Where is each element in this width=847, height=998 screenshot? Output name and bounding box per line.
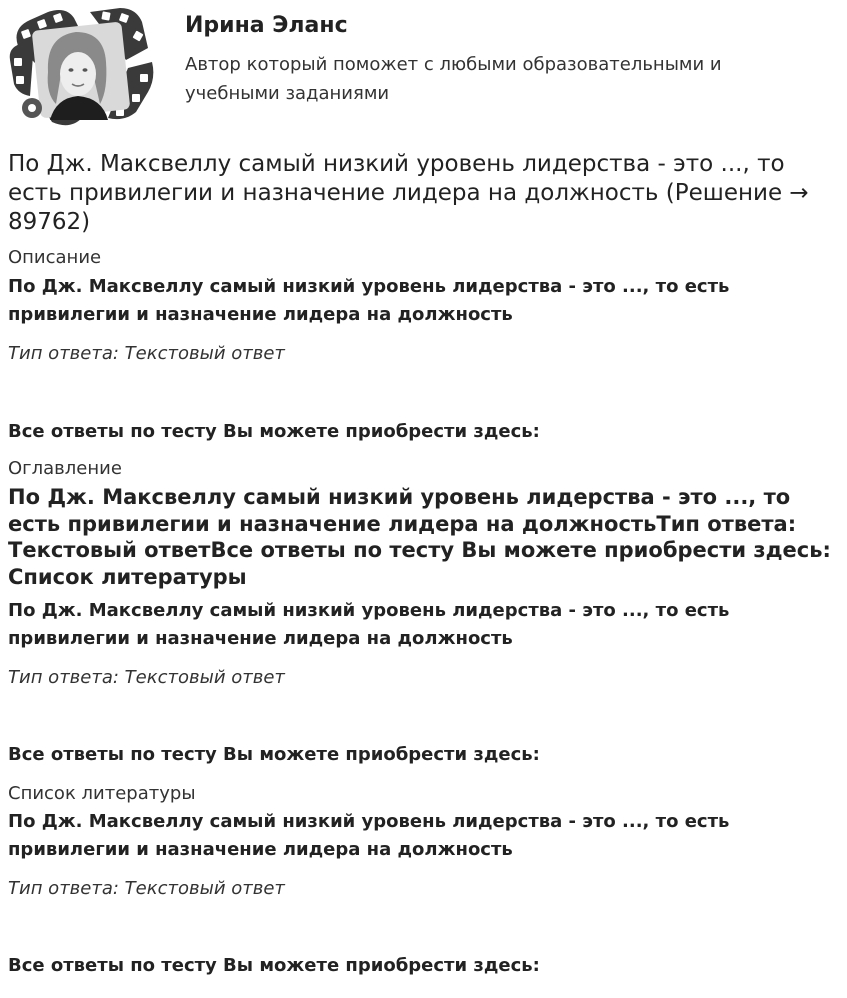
toc-heading: По Дж. Максвеллу самый низкий уровень лидерства - это ..., то есть привилегии и назначение лидера на должностьТип ответа: Текстовый ответВсе ответы по тесту Вы можете приобрести здесь: Список литературы xyxy=(8,485,831,589)
section-label-description: Описание xyxy=(8,247,102,268)
page-title: По Дж. Максвеллу самый низкий уровень лидерства - это ..., то есть привилегии и назначение лидера на должность (Решение → 89762) xyxy=(8,151,809,235)
buy-answers-text: Все ответы по тесту Вы можете приобрести здесь: xyxy=(8,744,540,765)
author-card xyxy=(8,8,838,128)
question-text: По Дж. Максвеллу самый низкий уровень лидерства - это ..., то есть привилегии и назначение лидера на должность xyxy=(8,600,730,649)
author-name[interactable]: Ирина Эланс xyxy=(185,13,348,38)
section-label-literature: Список литературы xyxy=(8,783,196,804)
buy-answers-text: Все ответы по тесту Вы можете приобрести здесь: xyxy=(8,955,540,976)
author-avatar-icon xyxy=(8,8,154,126)
buy-answers-text: Все ответы по тесту Вы можете приобрести здесь: xyxy=(8,421,540,442)
answer-type-text: Тип ответа: Текстовый ответ xyxy=(8,343,285,364)
author-description: Автор который поможет с любыми образовательными и учебными заданиями xyxy=(185,54,722,104)
question-text: По Дж. Максвеллу самый низкий уровень лидерства - это ..., то есть привилегии и назначение лидера на должность xyxy=(8,276,730,325)
section-label-toc: Оглавление xyxy=(8,458,122,479)
answer-type-text: Тип ответа: Текстовый ответ xyxy=(8,667,285,688)
answer-type-text: Тип ответа: Текстовый ответ xyxy=(8,878,285,899)
question-text: По Дж. Максвеллу самый низкий уровень лидерства - это ..., то есть привилегии и назначение лидера на должность xyxy=(8,811,730,860)
